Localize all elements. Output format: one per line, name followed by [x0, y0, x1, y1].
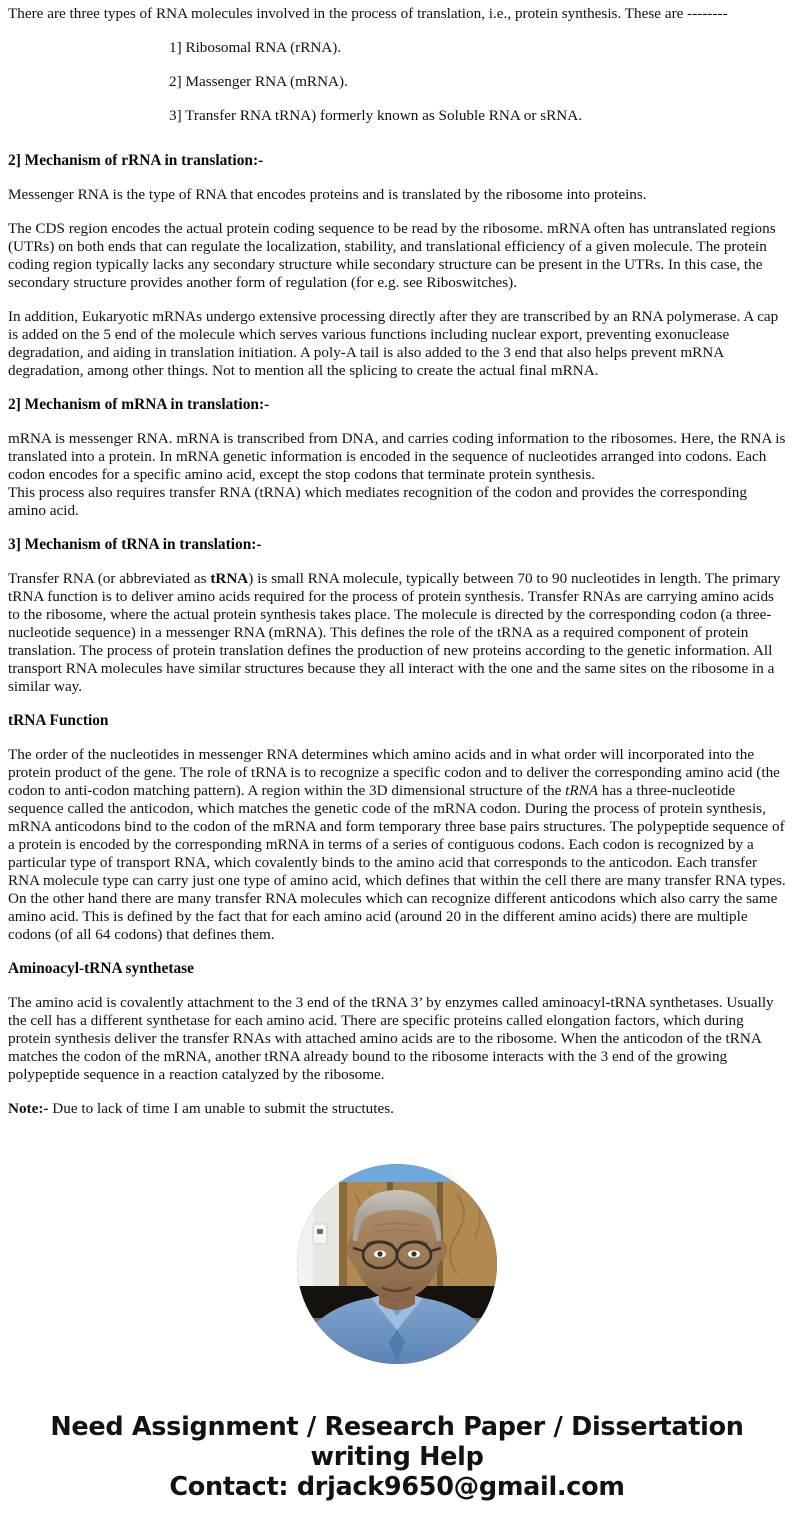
list-item: 1] Ribosomal RNA (rRNA).	[169, 39, 342, 56]
spacer	[0, 730, 794, 746]
trna-text-after: ) is small RNA molecule, typically between 70 to 90 nucleotides in length. The primary tRNA function is to deliver amino acids required for the process of protein synthesis. Transfer RNAs are carrying amino acids to the ribosome, where the actual protein synthesis takes place. The molecule is directed by the corresponding codon (a three-nucleotide sequence) in a messenger RNA (mRNA). This defines the role of the tRNA as a required component of protein translation. The process of protein translation defines the production of new proteins according to the genetic information. All transport RNA molecules have similar structures because they all interact with the one and the same sites on the ribosome in a similar way.	[8, 570, 781, 695]
spacer	[0, 414, 794, 430]
paragraph-rrna-3: In addition, Eukaryotic mRNAs undergo extensive processing directly after they are transcribed by an RNA polymerase. A cap is added on the 5 end of the molecule which serves various functions including nuclear export, preventing exonuclease degradation, and aiding in translation initiation. A poly-A tail is also added to the 3 end that also helps prevent mRNA degradation, among other things. Not to mention all the splicing to create the actual final mRNA.	[8, 308, 779, 379]
footer-line-1: Need Assignment / Research Paper / Dissertation	[50, 1412, 744, 1442]
section-heading-trna: 3] Mechanism of tRNA in translation:-	[8, 536, 262, 553]
profile-photo-icon	[297, 1164, 497, 1364]
note-text: Due to lack of time I am unable to submit the structutes.	[48, 1100, 394, 1117]
footer-line-3: Contact: drjack9650@gmail.com	[169, 1472, 625, 1502]
section-heading-aminoacyl: Aminoacyl-tRNA synthetase	[8, 960, 194, 977]
section-heading-rrna: 2] Mechanism of rRNA in translation:-	[8, 152, 264, 169]
paragraph-aminoacyl: The amino acid is covalently attachment to the 3 end of the tRNA 3’ by enzymes called aminoacyl-tRNA synthetases. Usually the cell has a different synthetase for each amino acid. There are specific proteins called elongation factors, which during protein synthesis deliver the transfer RNAs with attached amino acids are to the ribosome. When the anticodon of the tRNA matches the codon of the mRNA, another tRNA already bound to the ribosome interacts with the 3 end of the growing polypeptide sequence in a reaction catalyzed by the ribosome.	[8, 994, 774, 1083]
spacer	[0, 380, 794, 396]
note-label: Note:-	[8, 1100, 49, 1117]
rna-types-list	[0, 23, 794, 125]
intro-paragraph: There are three types of RNA molecules involved in the process of translation, i.e., protein synthesis. These are --------	[8, 5, 728, 22]
spacer	[0, 944, 794, 960]
paragraph-mrna-1: mRNA is messenger RNA. mRNA is transcribed from DNA, and carries coding information to the ribosomes. Here, the RNA is translated into a protein. In mRNA genetic information is encoded in the sequence of nucleotides arranged into codons. Each codon encodes for a specific amino acid, except the stop codons that terminate protein synthesis.	[8, 430, 786, 483]
paragraph-trna-intro	[8, 570, 786, 696]
section-heading-mrna: 2] Mechanism of mRNA in translation:-	[8, 396, 270, 413]
trna-bold-term: tRNA	[210, 570, 249, 587]
spacer	[0, 1084, 794, 1100]
spacer	[0, 696, 794, 712]
trna-text-before: Transfer RNA (or abbreviated as	[8, 570, 211, 587]
spacer	[0, 292, 794, 308]
paragraph-trna-function	[8, 746, 786, 944]
paragraph-rrna-2: The CDS region encodes the actual protein coding sequence to be read by the ribosome. mRNA often has untranslated regions (UTRs) on both ends that can regulate the localization, stability, and translational efficiency of a given molecule. The protein coding region typically lacks any secondary structure while secondary structure can be present in the UTRs. In this case, the secondary structure provides another form of regulation (for e.g. see Riboswitches).	[8, 220, 776, 291]
paragraph-rrna-1: Messenger RNA is the type of RNA that encodes proteins and is translated by the ribosome into proteins.	[8, 186, 647, 203]
spacer	[0, 554, 794, 570]
spacer	[0, 978, 794, 994]
spacer	[0, 170, 794, 186]
spacer	[0, 204, 794, 220]
spacer	[0, 125, 794, 152]
section-heading-trna-function: tRNA Function	[8, 712, 109, 729]
profile-photo-container	[0, 1164, 794, 1364]
list-item: 3] Transfer RNA tRNA) formerly known as Soluble RNA or sRNA.	[169, 107, 583, 124]
spacer	[0, 520, 794, 536]
list-item: 2] Massenger RNA (mRNA).	[169, 73, 348, 90]
function-text-after: has a three-nucleotide sequence called the anticodon, which matches the genetic code of the mRNA codon. During the process of protein synthesis, mRNA anticodons bind to the codon of the mRNA and form temporary three base pairs structures. The polypeptide sequence of a protein is encoded by the corresponding mRNA in terms of a series of contiguous codons. Each codon is recognized by a particular type of transport RNA, which covalently binds to the amino acid that corresponds to the anticodon. Each transfer RNA molecule type can carry just one type of amino acid, which defines that within the cell there are many transfer RNA types. On the other hand there are many transfer RNA molecules which can recognize different anticodons which also carry the same amino acid. This is defined by the fact that for each amino acid (around 20 in the different amino acids) there are multiple codons (of all 64 codons) that defines them.	[8, 782, 786, 943]
footer-contact	[0, 1412, 794, 1502]
note-paragraph	[8, 1100, 786, 1118]
function-text-before: The order of the nucleotides in messenger RNA determines which amino acids and in what order will incorporated into the protein product of the gene. The role of tRNA is to recognize a specific codon and to deliver the corresponding amino acid (the codon to anti-codon matching pattern). A region within the 3D dimensional structure of the	[8, 746, 780, 799]
trna-italic-term: tRNA	[565, 782, 599, 799]
avatar	[297, 1164, 497, 1364]
paragraph-mrna-2: This process also requires transfer RNA (tRNA) which mediates recognition of the codon and provides the corresponding amino acid.	[8, 484, 747, 519]
footer-line-2: writing Help	[310, 1442, 484, 1472]
